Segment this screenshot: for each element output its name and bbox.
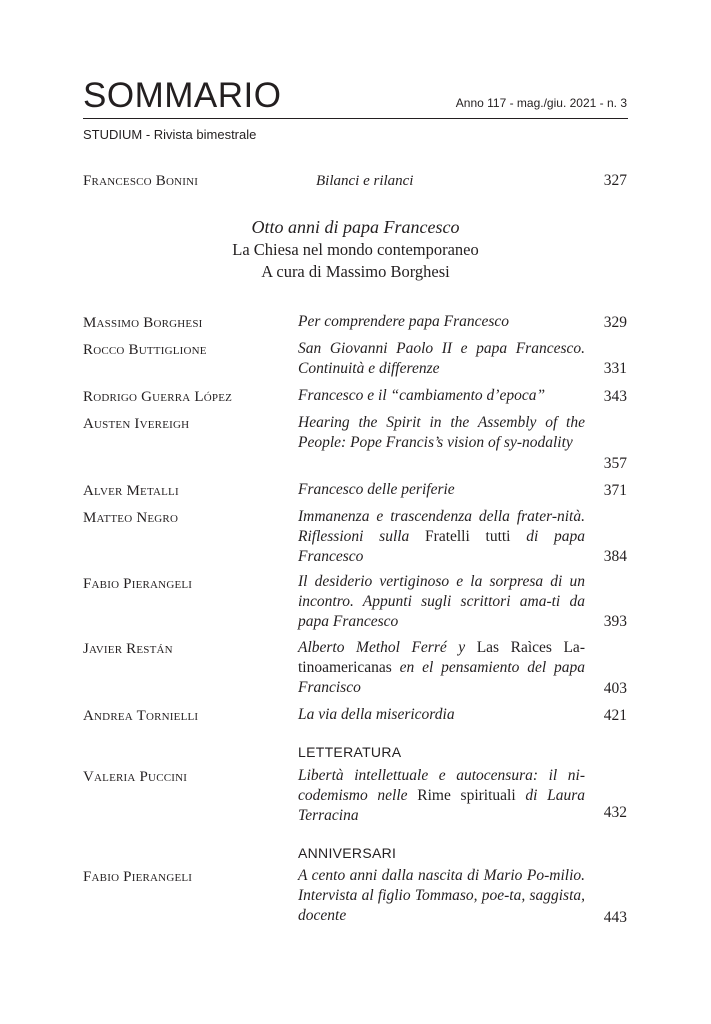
entry-page: 443	[603, 909, 627, 926]
issue-info: Anno 117 - mag./giu. 2021 - n. 3	[455, 96, 627, 110]
focus-subtitle: La Chiesa nel mondo contemporaneo	[232, 240, 479, 259]
entry-page: 343	[603, 388, 627, 405]
entry-author: Rodrigo Guerra López	[83, 389, 233, 405]
editorial-author: Francesco Bonini	[83, 173, 199, 189]
page-title: SOMMARIO	[83, 76, 282, 115]
entry-page: 384	[603, 548, 627, 565]
section-heading-letteratura: LETTERATURA	[298, 744, 402, 760]
entry-page: 371	[603, 482, 627, 499]
entry-title-part: en el pensamiento del papa Francisco	[298, 659, 585, 696]
entry-author: Fabio Pierangeli	[83, 869, 193, 885]
entry-page: 329	[603, 314, 627, 331]
entry-author: Austen Ivereigh	[83, 416, 190, 432]
entry-author: Andrea Tornielli	[83, 708, 199, 724]
journal-subtitle: STUDIUM - Rivista bimestrale	[83, 127, 257, 142]
entry-title: Per comprendere papa Francesco	[298, 313, 510, 330]
entry-title-part: Immanenza e trascendenza della frater-nità. Riflessioni sulla	[298, 508, 585, 545]
focus-editor: A cura di Massimo Borghesi	[261, 262, 450, 281]
editorial-page: 327	[603, 172, 627, 189]
entry-title	[298, 507, 585, 567]
entry-title: Il desiderio vertiginoso e la sorpresa di un incontro. Appunti sugli scrittori ama-ti da papa Francesco	[298, 573, 585, 630]
entry-title-work: Las Raìces La-tinoamericanas	[298, 639, 585, 676]
entry-title: A cento anni dalla nascita di Mario Po-milio. Intervista al figlio Tommaso, poe-ta, saggista, docente	[298, 867, 585, 924]
entry-title	[298, 766, 585, 826]
entry-title: San Giovanni Paolo II e papa Francesco. Continuità e differenze	[298, 340, 585, 377]
entry-title: Hearing the Spirit in the Assembly of the People: Pope Francis’s vision of sy-nodality	[298, 414, 585, 451]
entry-page: 432	[603, 804, 627, 821]
entry-page: 393	[603, 613, 627, 630]
focus-title: Otto anni di papa Francesco	[251, 217, 460, 237]
entry-page: 331	[603, 360, 627, 377]
entry-title: La via della misericordia	[298, 706, 455, 723]
entry-title-work: Rime spirituali	[417, 787, 516, 804]
entry-author: Matteo Negro	[83, 510, 179, 526]
entry-title: Francesco delle periferie	[298, 481, 455, 498]
entry-title-part: di papa Francesco	[298, 528, 585, 565]
focus-section-header	[83, 215, 628, 283]
section-heading-anniversari: ANNIVERSARI	[298, 845, 397, 861]
entry-page: 357	[603, 455, 627, 472]
entry-title-part: di Laura Terracina	[298, 787, 586, 824]
entry-author: Alver Metalli	[83, 483, 179, 499]
editorial-title: Bilanci e rilanci	[316, 173, 414, 189]
entry-title-part: Libertà intellettuale e autocensura: il ni-codemismo nelle	[298, 767, 585, 804]
header-rule	[83, 118, 628, 119]
entry-title	[298, 638, 585, 698]
entry-author: Valeria Puccini	[83, 769, 188, 785]
entry-page: 421	[603, 707, 627, 724]
entry-title-work: Fratelli tutti	[425, 528, 511, 545]
entry-title-part: Alberto Methol Ferré y	[298, 639, 477, 656]
entry-author: Massimo Borghesi	[83, 315, 203, 331]
entry-title: Francesco e il “cambiamento d’epoca”	[298, 387, 546, 404]
entry-author: Fabio Pierangeli	[83, 576, 193, 592]
entry-page: 403	[603, 680, 627, 697]
entry-author: Javier Restán	[83, 641, 173, 657]
entry-author: Rocco Buttiglione	[83, 342, 207, 358]
